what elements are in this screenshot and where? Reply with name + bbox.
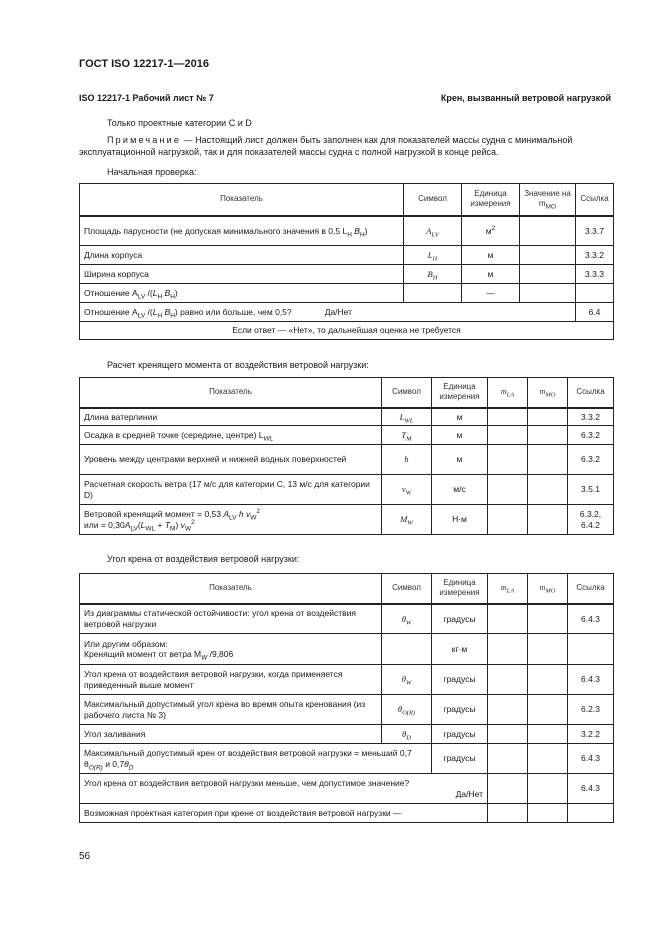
col-mla-sub: LA [506, 587, 515, 595]
param-line2: Кренящий момент от ветра M [84, 649, 202, 659]
cell-param: Из диаграммы статической остойчивости: угол крена от воздействия ветровой нагрузки [80, 604, 382, 634]
cell-symbol [404, 284, 462, 303]
cell-mla[interactable] [488, 744, 528, 774]
cell-unit: Н·м [432, 505, 488, 535]
col-unit: Единица измерения [462, 184, 520, 216]
param-text: Отношение A [84, 306, 138, 317]
col-param: Показатель [80, 378, 382, 408]
col-mmo [528, 574, 568, 604]
cell-ref [576, 284, 614, 303]
cell-param: Ширина корпуса [80, 265, 404, 284]
table-row [80, 774, 614, 804]
cell-mmo[interactable] [528, 505, 568, 535]
table-row [80, 246, 614, 265]
cell-symbol: $T_M$ [382, 426, 432, 445]
col-symbol: Символ [404, 184, 462, 216]
cell-ref: 3.3.2 [568, 408, 614, 426]
cell-mmo[interactable] [528, 634, 568, 665]
col-ref: Ссылка [568, 574, 614, 604]
table-row [80, 804, 614, 823]
cell-mmo[interactable] [528, 744, 568, 774]
cell-symbol: $\theta_W$ [382, 604, 432, 634]
unit-text: м [485, 225, 492, 236]
cell-mmo[interactable] [528, 604, 568, 634]
cell-mla[interactable] [488, 445, 528, 475]
col-mla-text: m [500, 387, 507, 396]
cell-unit: градусы [432, 665, 488, 695]
col-mmo-sub: MO [545, 587, 556, 595]
cell-unit: м [432, 408, 488, 426]
cell-param: Площадь парусности (не допуская минимального значения в 0,5 $L_H$ $B_H$) [80, 216, 404, 246]
table-row [80, 408, 614, 426]
cell-symbol: $M_W$ [382, 505, 432, 535]
col-mmo-sub: MO [545, 391, 556, 399]
col-mla-text: m [500, 583, 507, 592]
col-value-text: Значение на m [524, 188, 571, 209]
param-text: Угол крена от воздействия ветровой нагрузки меньше, чем допустимое значение? [84, 778, 410, 788]
cell-mmo[interactable] [528, 445, 568, 475]
initial-check-heading: Начальная проверка: [107, 167, 197, 177]
param-line1: Ветровой кренящий момент = 0,53 [84, 509, 224, 519]
cell-mla[interactable] [488, 634, 528, 665]
page-number: 56 [79, 851, 91, 862]
cell-mla[interactable] [488, 804, 528, 823]
cell-param: Длина ватерлинии [80, 408, 382, 426]
table-header [80, 378, 614, 408]
table-row [80, 505, 614, 535]
table-footer-row [80, 322, 614, 340]
cell-param: Расчетная скорость ветра (17 м/с для категории C, 13 м/с для категории D) [80, 475, 382, 505]
param-text: Осадка в средней точке (середине, центре) L [84, 429, 264, 440]
cell-ref: 3.3.3 [576, 265, 614, 284]
cell-symbol: $L_{WL}$ [382, 408, 432, 426]
cell-unit: — [462, 284, 520, 303]
cell-unit: м [462, 265, 520, 284]
cell-symbol: $L_H$ [404, 246, 462, 265]
cell-value[interactable] [520, 216, 576, 246]
initial-check-table [79, 183, 614, 340]
cell-ref: 6.3.2 [568, 426, 614, 445]
cell-mla[interactable] [488, 665, 528, 695]
worksheet-topic: Крен, вызванный ветровой нагрузкой [440, 93, 611, 103]
cell-unit: градусы [432, 695, 488, 725]
cell-mmo[interactable] [528, 426, 568, 445]
cell-ref: 6.4.3 [568, 665, 614, 695]
cell-mla[interactable] [488, 725, 528, 744]
cell-ref: 3.3.7 [576, 216, 614, 246]
cell-symbol: $\theta_{O(R)}$ [382, 695, 432, 725]
cell-ref: 6.3.2 [568, 445, 614, 475]
col-value [520, 184, 576, 216]
cell-mla[interactable] [488, 426, 528, 445]
param-line1: Или другим образом: [84, 638, 168, 649]
cell-mla[interactable] [488, 695, 528, 725]
cell-param: Длина корпуса [80, 246, 404, 265]
section2-heading: Расчет кренящего момента от воздействия ветровой нагрузки: [107, 360, 369, 370]
cell-mmo[interactable] [528, 804, 568, 823]
note-text: — Настоящий лист должен быть заполнен как для показателей массы судна с минимальной эксплуатационной нагрузкой, так и для показателей массы судна с полной нагрузкой в конце рейса. [79, 135, 573, 157]
col-ref: Ссылка [568, 378, 614, 408]
cell-mla[interactable] [488, 604, 528, 634]
cell-unit: м/с [432, 475, 488, 505]
cell-symbol: $\theta_W$ [382, 665, 432, 695]
answer-yes-no[interactable]: Да/Нет [324, 306, 353, 317]
param-text: Максимальный допустимый крен от воздействия ветровой нагрузки = меньший 0,7 θ [84, 748, 412, 769]
cell-symbol: $B_H$ [404, 265, 462, 284]
table-row [80, 265, 614, 284]
table-row [80, 303, 614, 322]
cell-mla[interactable] [488, 774, 528, 804]
cell-unit: м [432, 426, 488, 445]
table-row [80, 725, 614, 744]
col-mmo-text: m [539, 387, 546, 396]
table-row [80, 744, 614, 774]
cell-unit: м [462, 246, 520, 265]
cell-mmo[interactable] [528, 408, 568, 426]
col-symbol: Символ [382, 378, 432, 408]
cell-ref: 6.2.3 [568, 695, 614, 725]
cell-value[interactable] [520, 284, 576, 303]
cell-param: Ветровой кренящий момент = 0,53 $A_{LV}$ h $v_W^2$ или = $0,30A_{LV}(L_{WL} + T_M)$ $v_W^2$ [80, 505, 382, 535]
col-mla [488, 574, 528, 604]
cell-unit [462, 216, 520, 246]
cell-unit: м [432, 445, 488, 475]
answer-yes-no[interactable]: Да/Нет [455, 788, 483, 799]
col-unit: Единица измерения [432, 378, 488, 408]
param-text: Отношение A [84, 287, 138, 298]
cell-ref: 3.3.2 [576, 246, 614, 265]
cell-ref: 6.4.3 [568, 744, 614, 774]
cell-param: Уровень между центрами верхней и нижней водных поверхностей [80, 445, 382, 475]
table-row [80, 634, 614, 665]
section3-heading: Угол крена от воздействия ветровой нагрузки: [107, 554, 300, 564]
param-line2: или = 0,30 [84, 519, 125, 530]
note-paragraph [79, 134, 611, 158]
cell-ref: 6.4 [576, 303, 614, 322]
cell-param: Отношение $A_{LV}$ $/(L_H$ $B_H$) [80, 284, 404, 303]
cell-mmo[interactable] [528, 665, 568, 695]
col-ref: Ссылка [576, 184, 614, 216]
param-tail: /9,806 [207, 649, 234, 659]
cell-param: Или другим образом: Кренящий момент от ветра $M_W$ /9,806 [80, 634, 382, 665]
col-mla [488, 378, 528, 408]
col-param: Показатель [80, 184, 404, 216]
cell-mmo[interactable] [528, 774, 568, 804]
col-mmo [528, 378, 568, 408]
col-unit: Единица измерения [432, 574, 488, 604]
worksheet-label: ISO 12217-1 Рабочий лист № 7 [79, 93, 214, 103]
table-header [80, 574, 614, 604]
cell-param: Угол крена от воздействия ветровой нагрузки, когда применяется приведенный выше момент [80, 665, 382, 695]
col-mmo-text: m [539, 583, 546, 592]
cell-mla[interactable] [488, 408, 528, 426]
table-row [80, 426, 614, 445]
table-row [80, 216, 614, 246]
cell-ref: 3.2.2 [568, 725, 614, 744]
table-row [80, 665, 614, 695]
table-footer: Если ответ — «Нет», то дальнейшая оценка не требуется [80, 322, 614, 340]
cell-param [80, 774, 488, 804]
table-header [80, 184, 614, 216]
cell-ref [568, 634, 614, 665]
col-mla-sub: LA [506, 391, 515, 399]
cell-ref: 3.5.1 [568, 475, 614, 505]
cell-param: Максимальный допустимый крен от воздействия ветровой нагрузки = меньший 0,7 $\theta_{O(R)}$ и $0,7\theta_D$ [80, 744, 432, 774]
col-value-sub: MO [545, 203, 557, 211]
cell-ref [568, 804, 614, 823]
cell-param: Максимальный допустимый угол крена во время опыта кренования (из рабочего листа № 3) [80, 695, 382, 725]
document-title: ГОСТ ISO 12217-1—2016 [79, 58, 209, 70]
unit-sup: 2 [491, 224, 496, 232]
cell-ref: 6.4.3 [568, 604, 614, 634]
cell-ref: 6.4.3 [568, 774, 614, 804]
cell-value[interactable] [520, 246, 576, 265]
cell-mmo[interactable] [528, 475, 568, 505]
cell-param: Угол заливания [80, 725, 382, 744]
cell-mmo[interactable] [528, 725, 568, 744]
table-row [80, 445, 614, 475]
col-symbol: Символ [382, 574, 432, 604]
cell-param: Отношение $A_{LV}$ $/(L_H$ $B_H$) равно или больше, чем 0,5? Да/Нет [80, 303, 576, 322]
col-param: Показатель [80, 574, 382, 604]
cell-symbol: $v_W$ [382, 475, 432, 505]
cell-mla[interactable] [488, 505, 528, 535]
categories-line: Только проектные категории C и D [107, 118, 252, 128]
cell-unit: кг·м [432, 634, 488, 665]
cell-unit: градусы [432, 604, 488, 634]
cell-unit: градусы [432, 744, 488, 774]
table-row [80, 695, 614, 725]
cell-symbol [382, 634, 432, 665]
cell-symbol: $\theta_D$ [382, 725, 432, 744]
param-text: Площадь парусности (не допуская минимального значения в 0,5 L [84, 225, 348, 236]
cell-symbol: $A_{LV}$ [404, 216, 462, 246]
table-row [80, 284, 614, 303]
table-row [80, 604, 614, 634]
table-row [80, 475, 614, 505]
cell-mla[interactable] [488, 475, 528, 505]
note-label: Примечание [107, 135, 182, 145]
cell-value[interactable] [520, 265, 576, 284]
cell-unit: градусы [432, 725, 488, 744]
cell-ref: 6.3.2, 6.4.2 [568, 505, 614, 535]
heeling-moment-table [79, 377, 614, 535]
cell-symbol: h [382, 445, 432, 475]
cell-mmo[interactable] [528, 695, 568, 725]
heel-angle-table [79, 573, 614, 823]
cell-param: Возможная проектная категория при крене от воздействия ветровой нагрузки — [80, 804, 488, 823]
cell-param: Осадка в средней точке (середине, центре) $L_{WL}$ [80, 426, 382, 445]
